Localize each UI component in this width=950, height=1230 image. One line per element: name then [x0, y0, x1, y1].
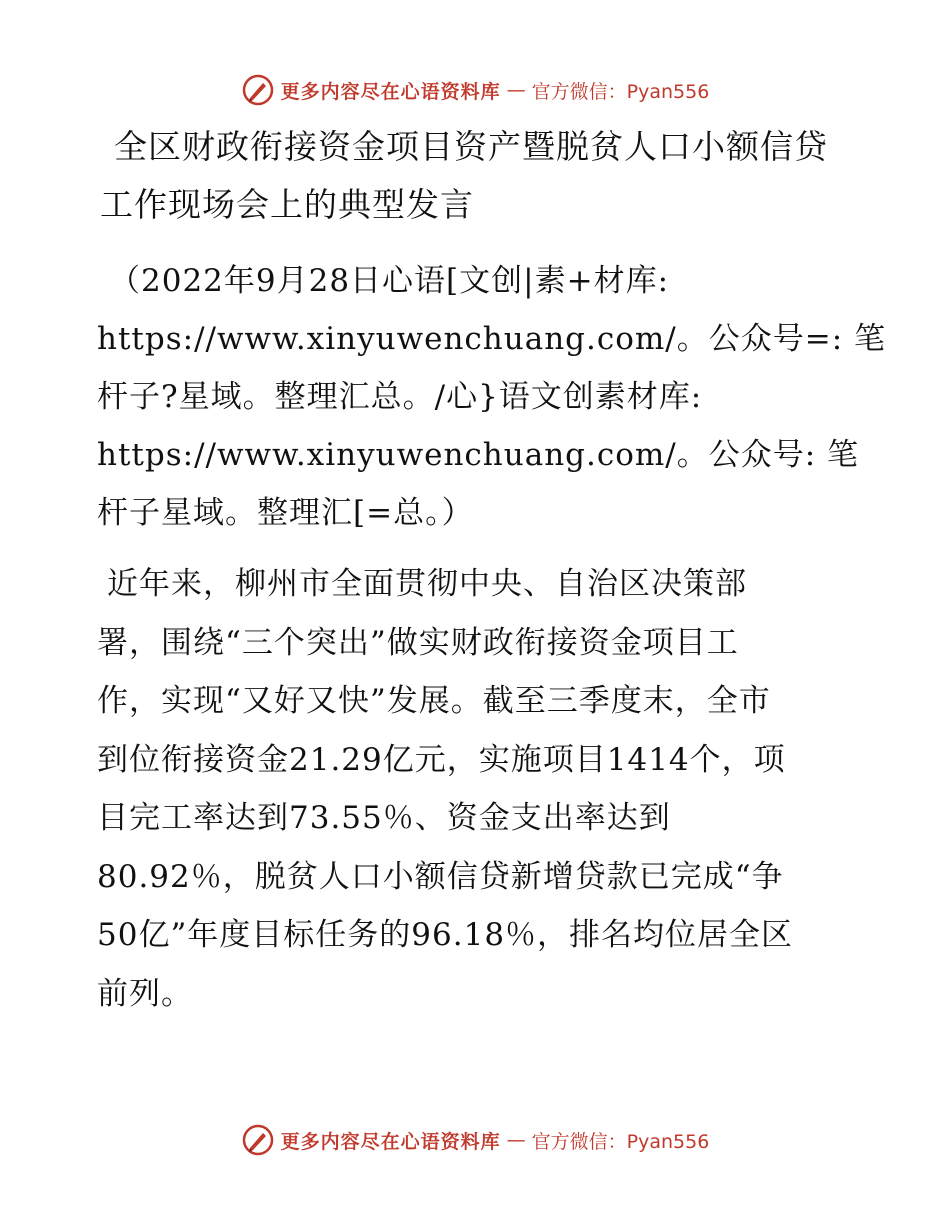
pen-logo-icon: [241, 1123, 275, 1157]
title-line: 全区财政衔接资金项目资产暨脱贫人口小额信贷: [114, 127, 828, 166]
body-line: 前列。: [97, 975, 193, 1012]
banner-separator: —: [506, 79, 526, 101]
date-line: https://www.xinyuwenchuang.com/。公众号: 笔: [97, 437, 860, 473]
banner-text: 更多内容尽在心语资料库: [280, 1130, 501, 1153]
pen-logo-icon: [241, 73, 275, 107]
body-line: 近年来，柳州市全面贯彻中央、自治区决策部: [107, 566, 747, 602]
date-line: https://www.xinyuwenchuang.com/。公众号=: 笔: [97, 321, 887, 357]
body-line: 目完工率达到73.55％、资金支出率达到: [97, 800, 671, 836]
document-title: [100, 118, 860, 234]
date-line: 杆子星域。整理汇[=总。）: [97, 495, 474, 531]
date-line: 杆子?星域。整理汇总。/心}语文创素材库:: [97, 379, 703, 415]
body-line: 50亿”年度目标任务的96.18％，排名均位居全区: [97, 917, 794, 953]
body-line: 80.92％，脱贫人口小额信贷新增贷款已完成“争: [97, 858, 784, 895]
date-source-paragraph: [97, 252, 887, 542]
body-paragraph: [97, 555, 867, 1023]
body-line: 作，实现“又好又快”发展。截至三季度末，全市: [97, 683, 771, 719]
banner-wechat: 官方微信：Pyan556: [531, 1130, 710, 1153]
header-banner: [0, 70, 950, 110]
body-line: 到位衔接资金21.29亿元，实施项目1414个，项: [97, 741, 786, 778]
banner-separator: —: [506, 1129, 526, 1151]
banner-wechat: 官方微信：Pyan556: [531, 80, 710, 103]
footer-banner: [0, 1120, 950, 1160]
date-line: （2022年9月28日心语[文创|素+材库:: [109, 263, 670, 299]
banner-text: 更多内容尽在心语资料库: [280, 80, 501, 103]
body-line: 署，围绕“三个突出”做实财政衔接资金项目工: [97, 624, 739, 661]
title-line: 工作现场会上的典型发言: [100, 185, 474, 224]
